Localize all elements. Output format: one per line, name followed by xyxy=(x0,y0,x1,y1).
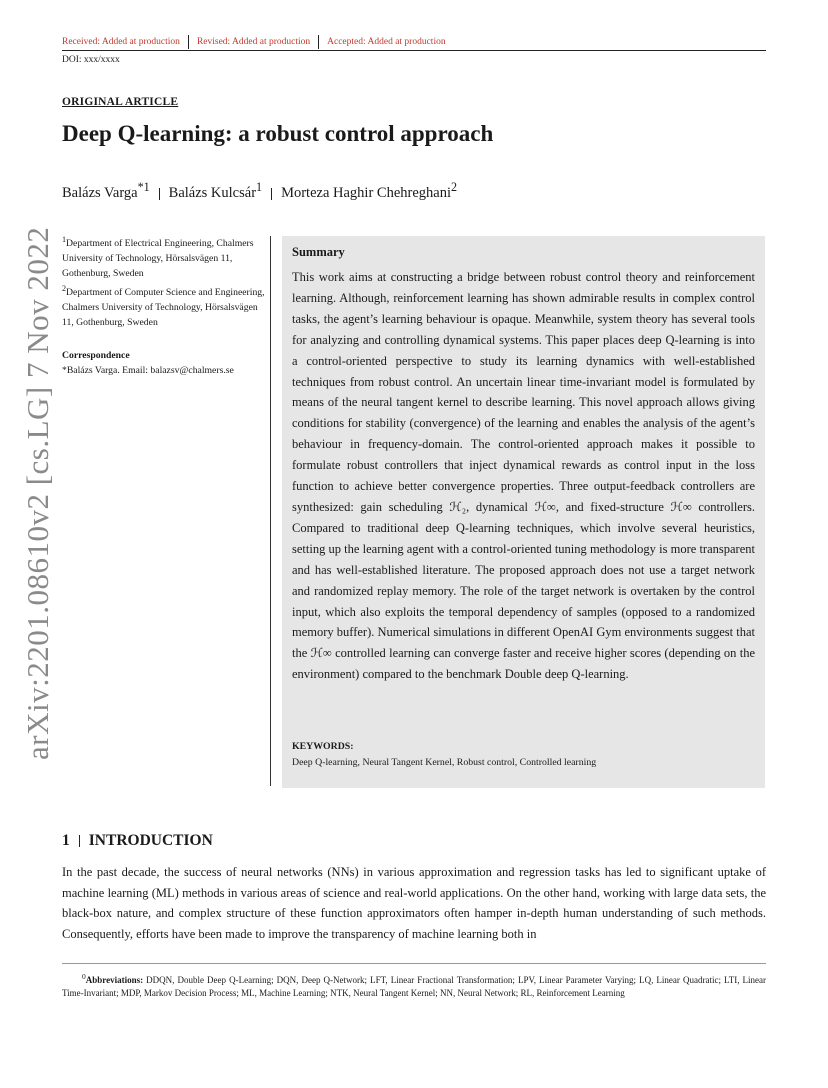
arxiv-stamp: arXiv:2201.08610v2 [cs.LG] 7 Nov 2022 xyxy=(20,226,55,760)
footnote-rule xyxy=(62,963,766,964)
article-type: ORIGINAL ARTICLE xyxy=(62,96,179,108)
keywords-text: Deep Q-learning, Neural Tangent Kernel, Robust control, Controlled learning xyxy=(292,757,597,768)
divider xyxy=(188,35,189,49)
footnote-label: Abbreviations: xyxy=(85,975,144,985)
divider xyxy=(271,188,272,200)
revised-date: Revised: Added at production xyxy=(196,37,311,48)
footnote-text: DDQN, Double Deep Q-Learning; DQN, Deep Q-Network; LFT, Linear Fractional Transformation; LPV, Linear Parameter Varying; LQ, Linear Quadratic; LTI, Linear Time-Invariant; MDP, Markov Decision Process; ML, Machine Learning; NTK, Neural Tangent Kernel; NN, Neural Network; RL, Reinforcement Learning xyxy=(62,975,767,998)
author-name: Balázs Varga xyxy=(62,184,138,201)
column-divider xyxy=(270,236,271,786)
divider xyxy=(318,35,319,49)
author-name: Balázs Kulcsár xyxy=(168,184,257,201)
summary-heading: Summary xyxy=(292,245,345,259)
footnote-sup: 0 xyxy=(82,972,86,981)
summary-text: This work aims at constructing a bridge between robust control theory and reinforcement learning. Although, reinforcement learning has shown admirable results in complex control tasks, the agent’s learning behaviour is opaque. Meanwhile, system theory has several tools for analyzing and controlling dynamical systems. This paper places deep Q-learning is into a control-oriented perspective to study its learning dynamics with well-established techniques from robust control. An uncertain linear time-invariant model is formulated by means of the neural tangent kernel to describe learning. This novel approach allows giving conditions for stability (convergence) of the learning and enables the analysis of the agent’s behaviour in frequency-domain. The control-oriented approach makes it possible to formulate robust controllers that inject dynamical rewards as control input in the loss function to achieve better convergence properties. Three output-feedback controllers are synthesized: gain scheduling ℋ₂, dynamical ℋ∞, and fixed-structure ℋ∞ controllers. Compared to traditional deep Q-learning techniques, which involve several heuristics, setting up the learning agent with a control-oriented tuning methodology is more transparent and has well-established literature. The proposed approach does not use a target network and randomized replay memory. The role of the target network is overtaken by the control input, which also exploits the temporal dependency of samples (opposed to a randomized memory buffer). Numerical simulations in different OpenAI Gym environments suggest that the ℋ∞ controlled learning can converge faster and receive higher scores (depending on the environment) compared to the benchmark Double deep Q-learning. xyxy=(292,270,755,682)
affiliations xyxy=(62,232,268,330)
received-date: Received: Added at production xyxy=(62,37,180,48)
accepted-date: Accepted: Added at production xyxy=(327,37,446,48)
header-rule xyxy=(62,50,766,51)
footnote xyxy=(62,970,766,1000)
correspondence-heading: Correspondence xyxy=(62,350,130,361)
paper-title: Deep Q-learning: a robust control approach xyxy=(62,121,494,146)
author-list xyxy=(62,180,457,202)
affiliation xyxy=(62,281,268,330)
publication-dates xyxy=(62,35,446,49)
affiliation-text: Department of Electrical Engineering, Chalmers University of Technology, Hörsalsvägen 11, Gothenburg, Sweden xyxy=(62,238,254,280)
affiliation-text: Department of Computer Science and Engineering, Chalmers University of Technology, Hörsalsvägen 11, Gothenburg, Sweden xyxy=(62,287,265,329)
doi: DOI: xxx/xxxx xyxy=(62,55,120,65)
affiliation-sup: 2 xyxy=(62,284,67,294)
affiliation xyxy=(62,232,268,281)
section-title: INTRODUCTION xyxy=(88,832,213,849)
correspondence-text: *Balázs Varga. Email: balazsv@chalmers.se xyxy=(62,365,234,376)
author-name: Morteza Haghir Chehreghani xyxy=(281,184,451,201)
introduction-text: In the past decade, the success of neural networks (NNs) in various approximation and regression tasks has led to significant uptake of machine learning (ML) methods in various areas of science and real-world applications. On the other hand, working with large data sets, the black-box nature, and complex structure of these function approximators often hamper in-depth human understanding of such methods. Consequently, efforts have been made to improve the transparency of machine learning both in xyxy=(62,865,766,941)
author-affil-sup: *1 xyxy=(137,180,150,194)
section-number: 1 xyxy=(62,832,70,849)
affiliation-sup: 1 xyxy=(62,235,67,244)
divider xyxy=(159,188,160,200)
divider xyxy=(79,835,80,847)
author-affil-sup: 1 xyxy=(256,180,263,194)
keywords-heading: KEYWORDS: xyxy=(292,741,354,752)
section-heading xyxy=(62,832,213,850)
author-affil-sup: 2 xyxy=(451,180,458,194)
